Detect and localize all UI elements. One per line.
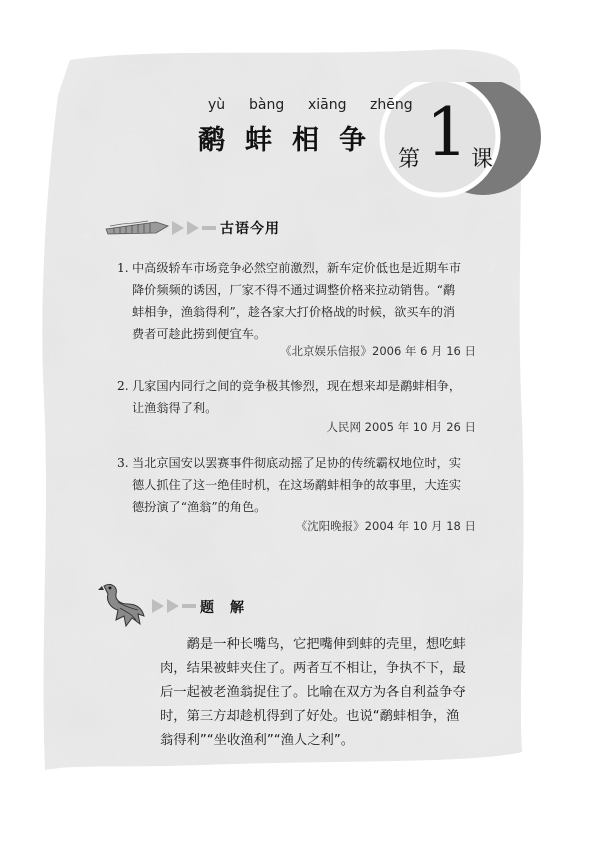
explain-line: 后一起被老渔翁捉住了。比喻在双方为各自利益争夺 [160, 685, 466, 700]
section-usage-title: 古语今用 [220, 221, 280, 237]
item-line: 德扮演了“渔翁”的角色。 [132, 500, 267, 514]
item-line: 费者可趁此捞到便宜车。 [132, 327, 267, 341]
item-line: 降价频频的诱因，厂家不得不通过调整价格来拉动销售。“鹬 [132, 283, 456, 297]
section-explain-title: 题 解 [200, 600, 245, 616]
explain-line: 时，第三方却趁机得到了好处。也说“鹬蚌相争，渔 [160, 709, 460, 724]
item-source: 《沈阳晚报》2004 年 10 月 18 日 [295, 519, 476, 533]
lesson-suffix: 课 [471, 147, 494, 172]
usage-item [117, 452, 487, 518]
section-arrow-icon [172, 221, 218, 235]
bamboo-slip-icon [104, 216, 170, 238]
bird-emblem-icon [98, 580, 150, 630]
title-char: 相 [292, 125, 319, 156]
title-char: 争 [339, 125, 366, 156]
lesson-number: 1 [426, 94, 468, 171]
explain-line: 肉，结果被蚌夹住了。两者互不相让，争执不下，最 [160, 661, 466, 676]
item-source: 《北京娱乐信报》2006 年 6 月 16 日 [280, 344, 476, 358]
usage-item [117, 375, 487, 419]
item-line: 几家国内同行之间的竞争极其惨烈，现在想来却是鹬蚌相争， [132, 379, 462, 393]
usage-item [117, 257, 487, 345]
explain-line: 翁得利”“坐收渔利”“渔人之利”。 [160, 733, 355, 748]
item-line: 当北京国安以罢赛事件彻底动摇了足协的传统霸权地位时，实 [132, 456, 462, 470]
pinyin-syllable: xiāng [308, 97, 347, 113]
item-source: 人民网 2005 年 10 月 26 日 [326, 420, 476, 434]
item-line: 中高级轿车市场竞争必然空前激烈，新车定价低也是近期车市 [132, 261, 462, 275]
item-number: 1. [117, 261, 129, 275]
item-line: 让渔翁得了利。 [132, 401, 218, 415]
item-number: 2. [117, 379, 129, 393]
section-arrow-icon [152, 599, 198, 613]
pinyin-syllable: yù [208, 97, 226, 113]
explanation-paragraph [160, 633, 470, 753]
title-char: 蚌 [245, 125, 272, 156]
item-number: 3. [117, 456, 129, 470]
item-line: 德人抓住了这一绝佳时机，在这场鹬蚌相争的故事里，大连实 [132, 478, 462, 492]
explain-line: 鹬是一种长嘴鸟，它把嘴伸到蚌的壳里，想吃蚌 [160, 637, 466, 652]
item-line: 蚌相争，渔翁得利”，趁各家大打价格战的时候，欲买车的消 [132, 305, 456, 319]
title-char: 鹬 [198, 125, 225, 156]
pinyin-syllable: bàng [249, 97, 285, 113]
pinyin-syllable: zhēng [370, 97, 413, 113]
lesson-prefix: 第 [398, 147, 421, 172]
